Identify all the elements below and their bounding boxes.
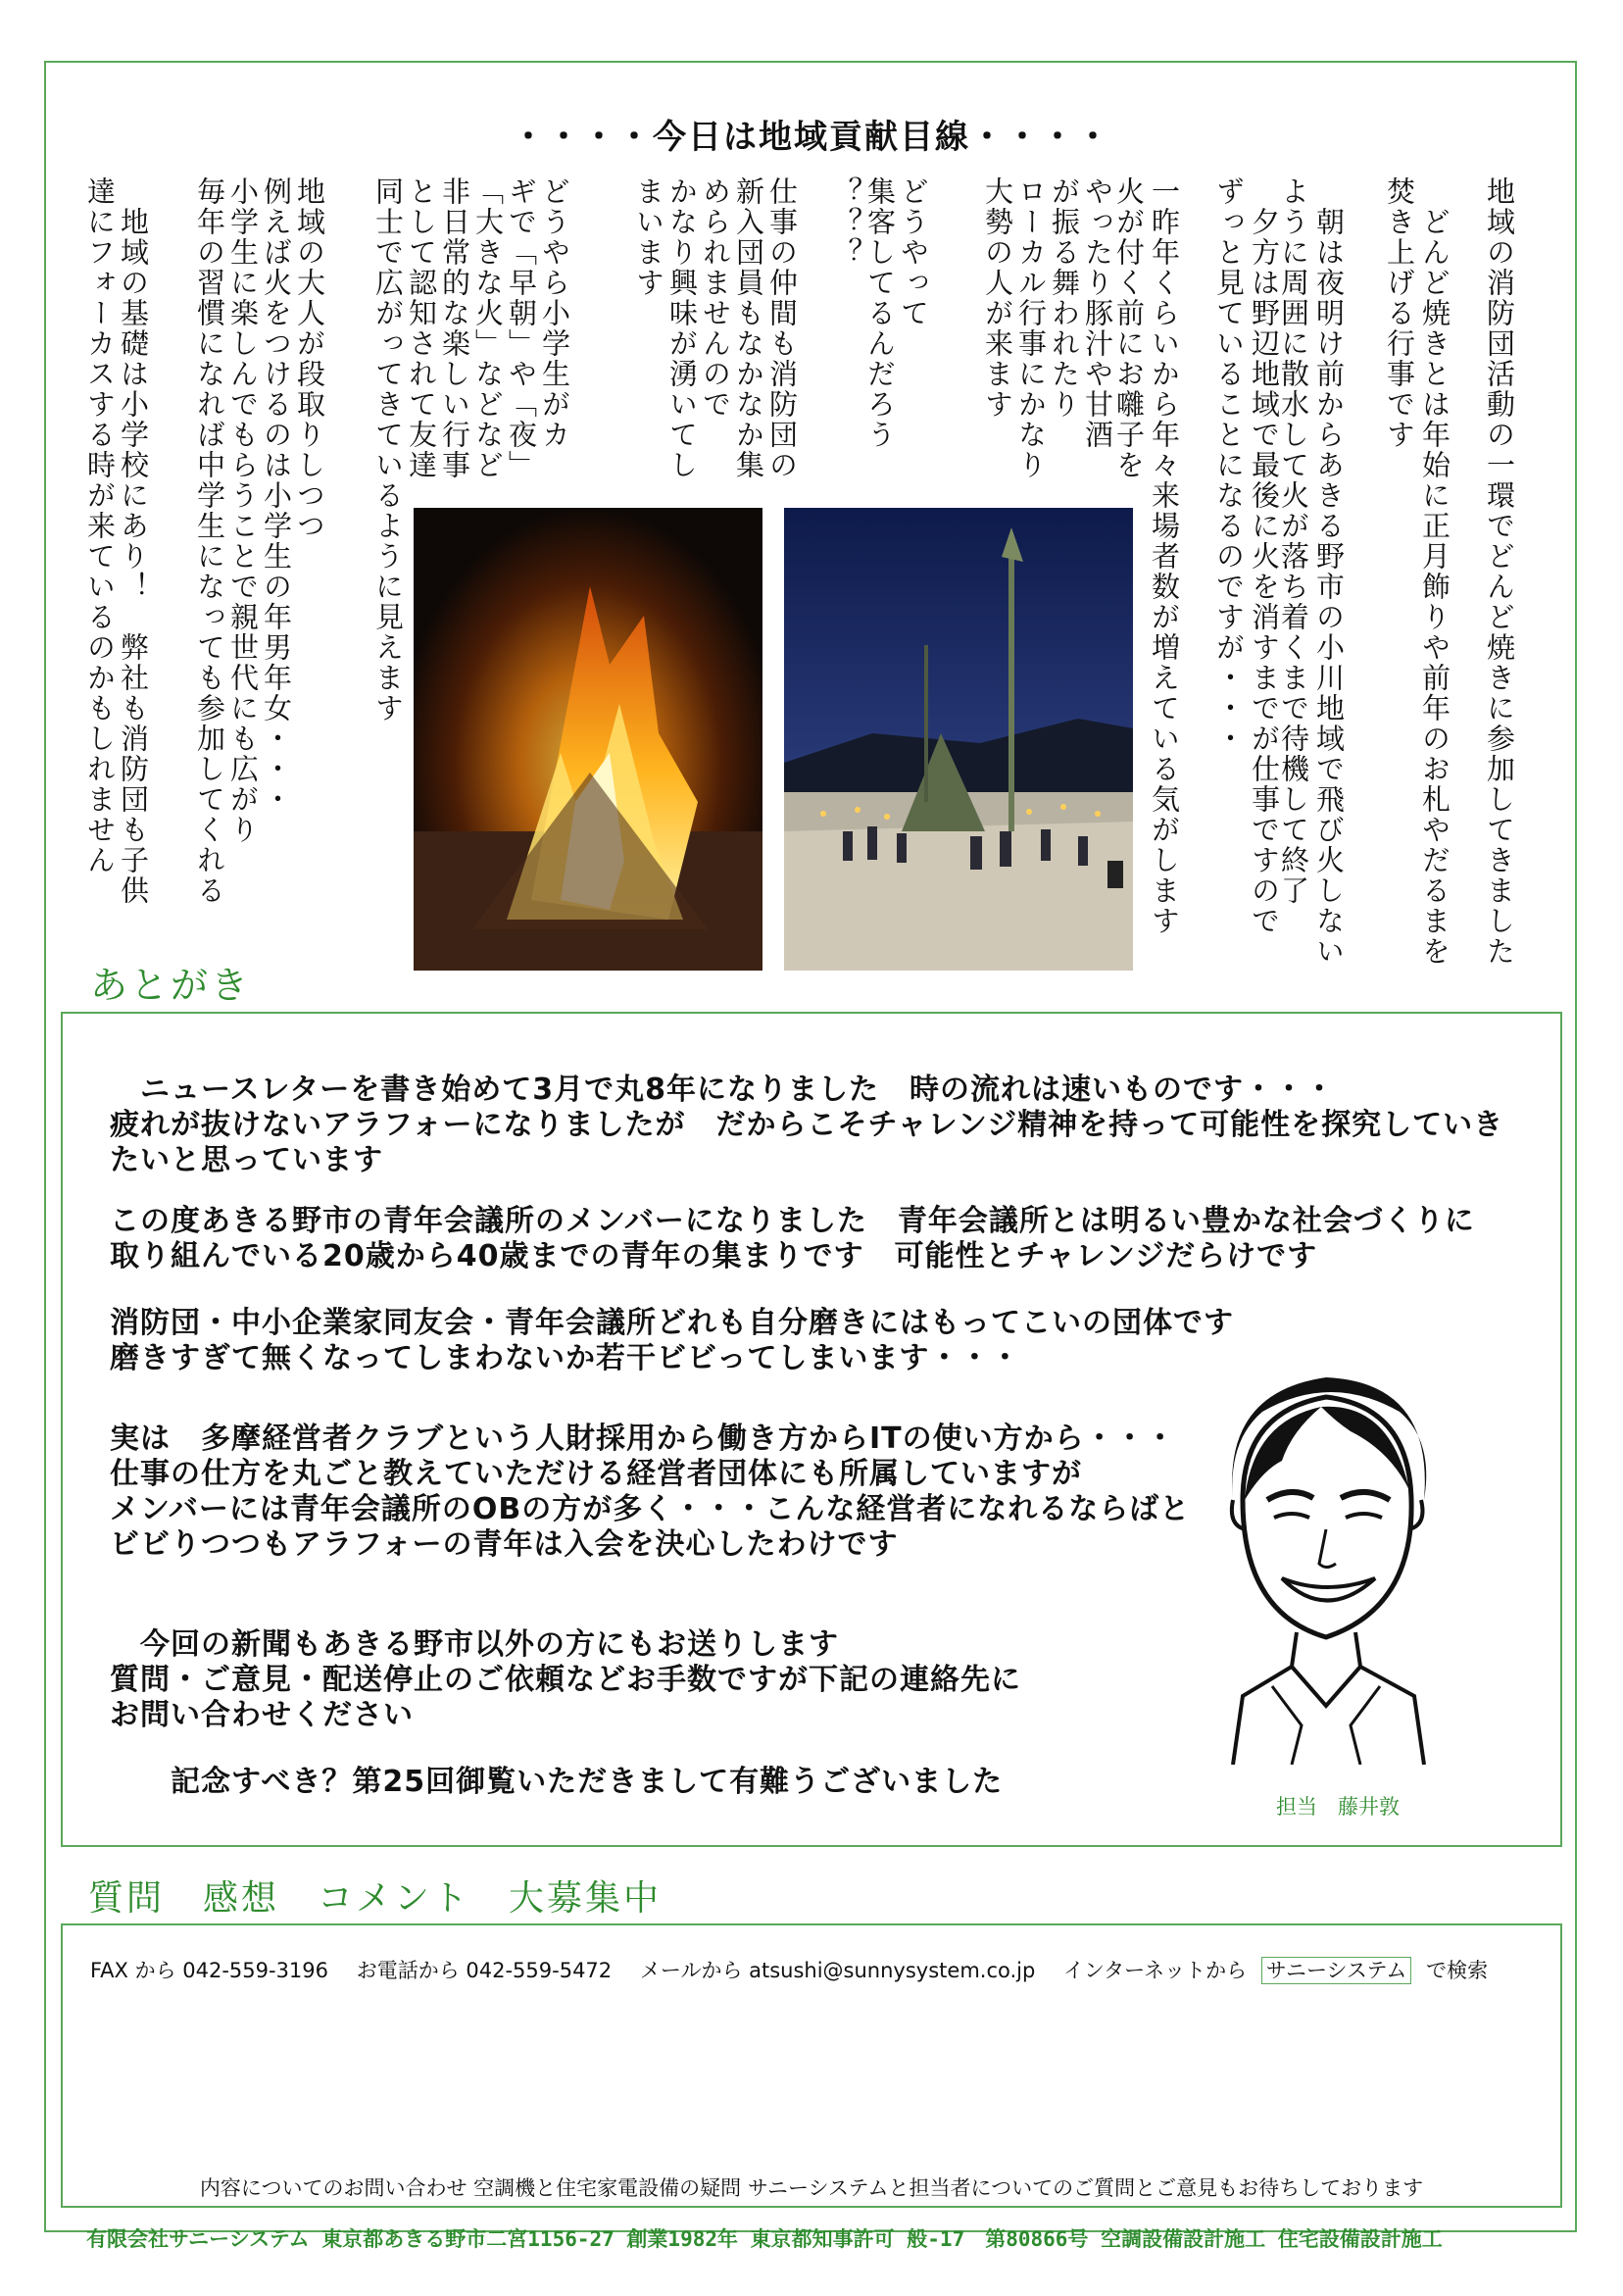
internet-label: インターネットから	[1063, 1959, 1248, 1982]
article-column: ローカル行事にかなり	[1014, 176, 1048, 480]
article-column: 非日常的な楽しい行事	[438, 176, 471, 480]
company-footer: 有限会社サニーシステム 東京都あきる野市二宮1156-27 創業1982年 東京都知事許可 般-17 第80866号 空調設備設計施工 住宅設備設計施工	[86, 2227, 1443, 2251]
afterword-line: 磨きすぎて無くなってしまわないか若干ビビってしまいます・・・	[110, 1341, 1021, 1375]
search-term: サニーシステム	[1261, 1957, 1412, 1984]
article-column: 新入団員もなかなか集	[732, 176, 765, 480]
article-column: 達にフォーカスする時が来ているのかもしれません	[83, 176, 117, 875]
article-column: ギで「早朝」や「夜」	[505, 176, 538, 480]
article-column: 地域の基礎は小学校にあり！ 弊社も消防団も子供	[117, 176, 150, 906]
afterword-line: メンバーには青年会議所のOBの方が多く・・・こんな経営者になれるならばと	[110, 1492, 1191, 1526]
afterword-paragraph	[110, 1204, 1521, 1274]
afterword-line: ニュースレターを書き始めて3月で丸8年になりました 時の流れは速いものです・・・	[110, 1073, 1336, 1107]
inquiry-note: 内容についてのお問い合わせ 空調機と住宅家電設備の疑問 サニーシステムと担当者についてのご質問とご意見もお待ちしております	[199, 2176, 1424, 2200]
article-column: 地域の消防団活動の一環でどんど焼きに参加してきました	[1483, 176, 1516, 967]
afterword-line: たいと思っています	[110, 1143, 383, 1177]
afterword-line: ビビりつつもアラフォーの青年は入会を決心したわけです	[110, 1527, 899, 1562]
afterword-line: 仕事の仕方を丸ごと教えていただける経営者団体にも所属していますが	[110, 1457, 1082, 1491]
article-column: まいます	[632, 176, 665, 298]
article-column: やったり豚汁や甘酒	[1081, 176, 1114, 450]
contact-line	[90, 1955, 1488, 1984]
afterword-title: あとがき	[90, 964, 252, 1007]
afterword-line: お問い合わせください	[110, 1698, 414, 1732]
article-column: 火が付く前にお囃子を	[1112, 176, 1146, 480]
afterword-line: 記念すべき？第25回御覧いただきまして有難うございました	[110, 1765, 1004, 1799]
bonfire-crowd-photo	[784, 508, 1133, 971]
article-column: ずっと見ていることになるのですが・・・	[1212, 176, 1246, 754]
search-suffix: で検索	[1426, 1959, 1489, 1982]
afterword-line: 実は 多摩経営者クラブという人財採用から働き方からITの使い方から・・・	[110, 1422, 1176, 1456]
article-column: 例えば火をつけるのは小学生の年男年女・・・	[260, 176, 293, 815]
afterword-line: 今回の新聞もあきる野市以外の方にもお送りします	[110, 1627, 839, 1662]
staff-caricature	[1204, 1353, 1449, 1765]
fax-number: FAX から 042-559-3196	[90, 1959, 329, 1982]
article-column: 地域の大人が段取りしつつ	[293, 176, 326, 541]
article-column: 仕事の仲間も消防団の	[765, 176, 799, 480]
bonfire-photo	[414, 508, 762, 971]
article-column: 毎年の習慣になれば中学生になっても参加してくれる	[193, 176, 226, 906]
article-column: が振る舞われたり	[1048, 176, 1081, 420]
article-column: どんど焼きとは年始に正月飾りや前年のお札やだるまを	[1418, 176, 1451, 967]
article-headline: ・・・・今日は地域貢献目線・・・・	[512, 118, 1111, 157]
article-column: ように周囲に散水して火が落ち着くまで待機して終了	[1277, 176, 1310, 906]
article-column: められませんので	[699, 176, 732, 420]
phone-number: お電話から 042-559-5472	[356, 1959, 613, 1982]
article-column: どうやって	[897, 176, 930, 328]
afterword-line: 質問・ご意見・配送停止のご依頼などお手数ですが下記の連絡先に	[110, 1663, 1021, 1697]
article-column: 大勢の人が来ます	[981, 176, 1014, 420]
afterword-line: この度あきる野市の青年会議所のメンバーになりました 青年会議所とは明るい豊かな社会づくりに	[110, 1204, 1475, 1238]
article-column: として認知されて友達	[405, 176, 438, 480]
contact-box	[61, 1923, 1562, 2208]
article-column: 「大きな火」などなど	[471, 176, 505, 480]
afterword-paragraph	[110, 1073, 1521, 1178]
afterword-line: 消防団・中小企業家同友会・青年会議所どれも自分磨きにはもってこいの団体です	[110, 1306, 1234, 1340]
afterword-line: 取り組んでいる20歳から40歳までの青年の集まりです 可能性とチャレンジだらけです	[110, 1239, 1318, 1273]
email-address[interactable]: メールから atsushi@sunnysystem.co.jp	[639, 1959, 1036, 1982]
article-column: どうやら小学生がカ	[538, 176, 571, 450]
article-column: 焚き上げる行事です	[1383, 176, 1416, 450]
article-column: 集客してるんだろう	[863, 176, 897, 450]
article-column: 朝は夜明け前からあきる野市の小川地域で飛び火しない	[1312, 176, 1346, 967]
article-column: ？？？	[830, 176, 863, 268]
staff-name: 担当 藤井敦	[1276, 1795, 1400, 1819]
article-column: 一昨年くらいから年々来場者数が増えている気がします	[1148, 176, 1181, 936]
article-column: 夕方は野辺地域で最後に火を消すまでが仕事ですので	[1248, 176, 1281, 936]
article-column: 小学生に楽しんでもらうことで親世代にも広がり	[226, 176, 260, 845]
article-column: 同士で広がってきているように見えます	[371, 176, 405, 724]
feedback-title: 質問 感想 コメント 大募集中	[88, 1878, 663, 1919]
article-column: かなり興味が湧いてし	[665, 176, 699, 480]
afterword-line: 疲れが抜けないアラフォーになりましたが だからこそチャレンジ精神を持って可能性を探究していき	[110, 1108, 1504, 1142]
